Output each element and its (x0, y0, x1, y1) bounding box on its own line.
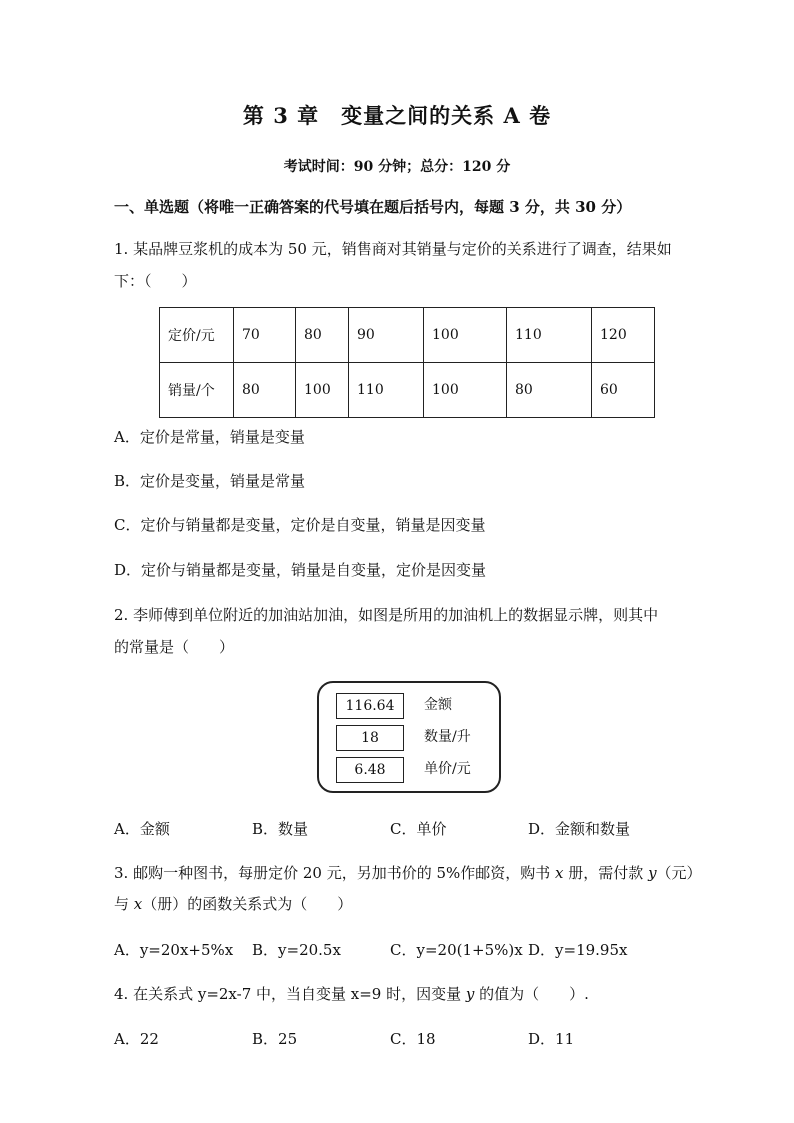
table-cell: 销量/个 (160, 363, 234, 418)
q1-option-b: B．定价是变量，销量是常量 (114, 472, 306, 490)
text-segment: （册）的函数关系式为（ ） (142, 895, 353, 913)
q4-option-a: A．22 (114, 1030, 159, 1048)
q2-option-c: C．单价 (390, 820, 447, 838)
unit-price-value: 6.48 (336, 757, 404, 783)
q1-option-d: D．定价与销量都是变量，销量是自变量，定价是因变量 (114, 561, 487, 579)
amount-label: 金额 (424, 697, 452, 713)
q3-option-d: D．y=19.95x (528, 941, 628, 959)
text-segment: （元） (656, 864, 702, 882)
table-cell: 80 (507, 363, 592, 418)
table-cell: 70 (234, 308, 296, 363)
page-title: 第 3 章 变量之间的关系 A 卷 (242, 103, 552, 128)
table-cell: 110 (349, 363, 424, 418)
variable-y: y (465, 985, 475, 1003)
fuel-pump-display (317, 681, 501, 793)
q3-option-a: A．y=20x+5%x (114, 941, 234, 959)
table-cell: 100 (424, 308, 507, 363)
price-sales-table (159, 307, 655, 418)
table-cell: 100 (424, 363, 507, 418)
q3-option-c: C．y=20(1+5%)x (390, 941, 523, 959)
text-segment: 与 (114, 895, 134, 913)
table-cell: 60 (592, 363, 655, 418)
q1-option-c: C．定价与销量都是变量，定价是自变量，销量是因变量 (114, 516, 486, 534)
table-cell: 80 (234, 363, 296, 418)
q4-option-b: B．25 (252, 1030, 298, 1048)
q4-option-c: C．18 (390, 1030, 436, 1048)
text-segment: 册，需付款 (563, 864, 649, 882)
amount-value: 116.64 (336, 693, 404, 719)
q3-option-b: B．y=20.5x (252, 941, 341, 959)
table-cell: 90 (349, 308, 424, 363)
table-cell: 120 (592, 308, 655, 363)
section-heading: 一、单选题（将唯一正确答案的代号填在题后括号内，每题 3 分，共 30 分） (114, 198, 632, 216)
question-2-line-2: 的常量是（ ） (114, 638, 235, 656)
table-row (160, 308, 655, 363)
question-3-line-1 (114, 862, 702, 883)
table-cell: 定价/元 (160, 308, 234, 363)
exam-info: 考试时间：90 分钟；总分：120 分 (283, 159, 511, 175)
text-segment: 4. 在关系式 y=2x-7 中，当自变量 x=9 时，因变量 (114, 985, 466, 1003)
variable-x: x (555, 864, 564, 882)
variable-x: x (133, 895, 143, 913)
q1-option-a: A．定价是常量，销量是变量 (114, 428, 305, 446)
table-row (160, 363, 655, 418)
unit-price-label: 单价/元 (424, 761, 471, 777)
variable-y: y (648, 864, 657, 882)
table-cell: 100 (296, 363, 349, 418)
quantity-label: 数量/升 (424, 729, 471, 745)
q4-option-d: D．11 (528, 1030, 575, 1048)
question-2-line-1: 2. 李师傅到单位附近的加油站加油，如图是所用的加油机上的数据显示牌，则其中 (114, 606, 659, 624)
q2-option-b: B．数量 (252, 820, 309, 838)
text-segment: 3. 邮购一种图书，每册定价 20 元，另加书价的 5%作邮资，购书 (114, 864, 556, 882)
table-cell: 110 (507, 308, 592, 363)
question-1-line-2: 下：（ ） (114, 272, 197, 290)
question-4-line-1 (114, 983, 589, 1004)
text-segment: 的值为（ ）. (474, 985, 589, 1003)
question-1-line-1: 1. 某品牌豆浆机的成本为 50 元，销售商对其销量与定价的关系进行了调查，结果如 (114, 240, 672, 258)
quantity-value: 18 (336, 725, 404, 751)
table-cell: 80 (296, 308, 349, 363)
q2-option-d: D．金额和数量 (528, 820, 631, 838)
q2-option-a: A．金额 (114, 820, 170, 838)
question-3-line-2 (114, 893, 352, 914)
